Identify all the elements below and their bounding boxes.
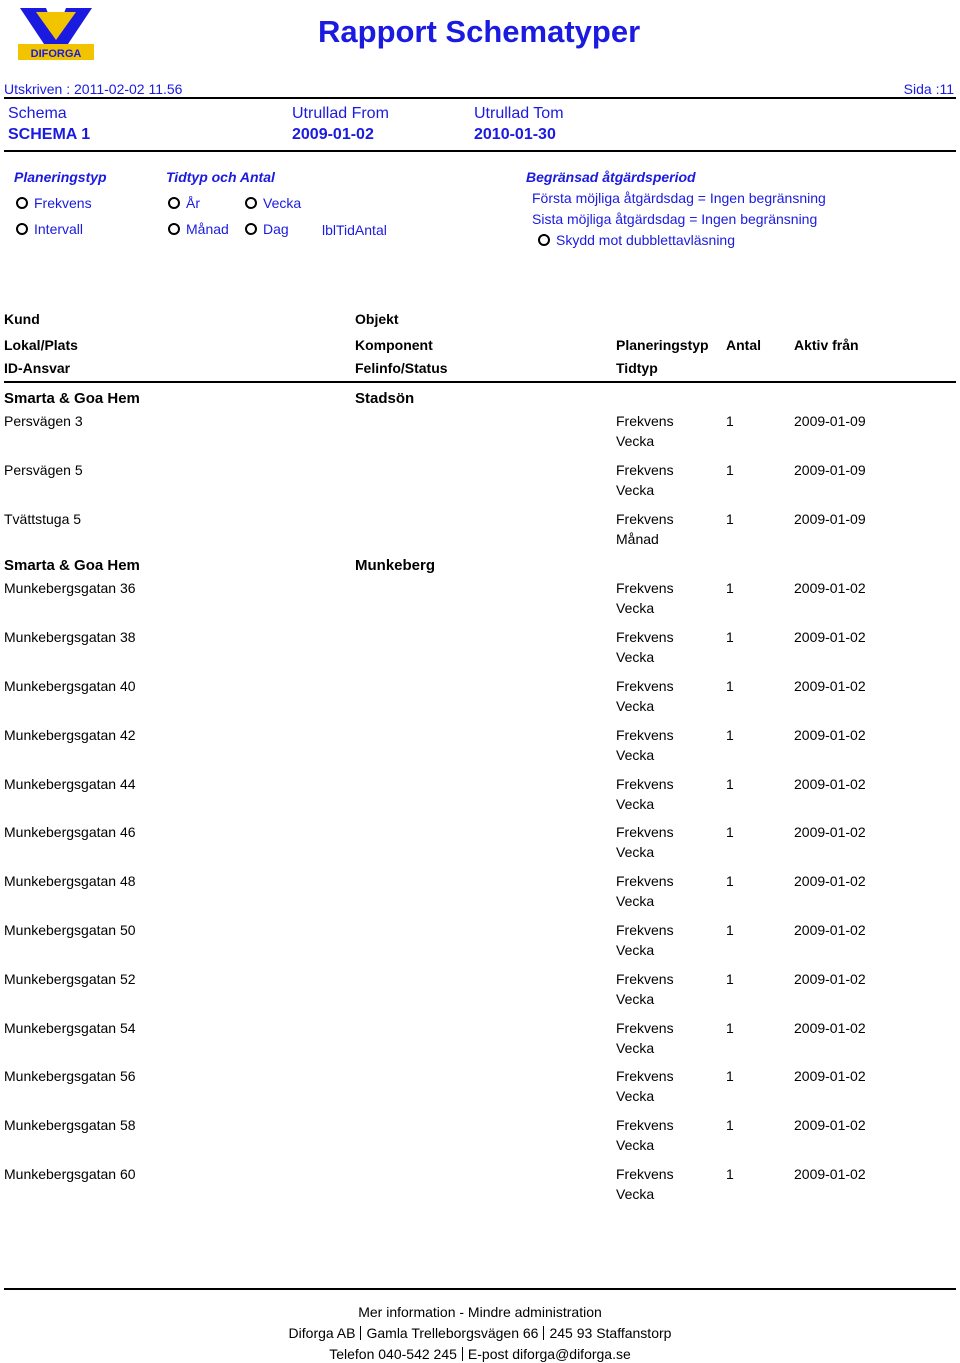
row-antal: 1 — [726, 413, 734, 429]
row-lokal: Tvättstuga 5 — [4, 510, 82, 527]
row-tidtyp: Vecka — [616, 481, 655, 498]
row-planeringstyp: Frekvens — [616, 1019, 674, 1036]
timetype-label: Tidtyp och Antal — [166, 169, 275, 185]
col-objekt: Objekt — [355, 311, 399, 327]
schema-label: Schema — [8, 105, 67, 122]
col-komponent: Komponent — [355, 337, 433, 353]
row-antal: 1 — [726, 580, 734, 597]
col-kund: Kund — [4, 311, 40, 327]
row-planeringstyp: Frekvens — [616, 970, 674, 987]
row-planeringstyp: Frekvens — [616, 510, 674, 527]
row-lokal: Munkebergsgatan 40 — [4, 678, 136, 694]
row-aktiv-fran: 2009-01-02 — [794, 1166, 866, 1182]
radio-icon — [538, 234, 550, 246]
row-tidtyp: Vecka — [616, 942, 655, 958]
row-planeringstyp: Frekvens — [616, 726, 674, 743]
row-lokal: Munkebergsgatan 44 — [4, 775, 136, 792]
timetype-option-dag: Dag — [245, 221, 289, 237]
footer-email: E-post diforga@diforga.se — [467, 1346, 631, 1362]
row-tidtyp: Vecka — [616, 990, 655, 1007]
row-antal: 1 — [726, 1117, 734, 1134]
footer-phone: Telefon 040-542 245 — [329, 1346, 457, 1362]
row-tidtyp: Vecka — [616, 1186, 655, 1202]
row-antal: 1 — [726, 461, 734, 478]
period-label: Begränsad åtgärdsperiod — [526, 169, 696, 185]
row-lokal: Munkebergsgatan 60 — [4, 1166, 136, 1182]
col-tidtyp: Tidtyp — [616, 360, 658, 376]
row-tidtyp: Vecka — [616, 1137, 655, 1154]
row-planeringstyp: Frekvens — [616, 461, 674, 478]
row-antal: 1 — [726, 922, 734, 938]
timetype-option-ar: År — [168, 195, 200, 211]
row-antal: 1 — [726, 510, 734, 527]
timetype-option-manad: Månad — [168, 221, 229, 237]
report-title: Rapport Schematyper — [318, 14, 641, 49]
row-planeringstyp: Frekvens — [616, 1166, 674, 1182]
row-aktiv-fran: 2009-01-02 — [794, 824, 866, 841]
row-aktiv-fran: 2009-01-02 — [794, 1068, 866, 1085]
group-objekt: Munkeberg — [355, 557, 436, 575]
protect-option: Skydd mot dubblettavläsning — [538, 232, 735, 248]
footer-street: Gamla Trelleborgsvägen 66 — [366, 1325, 539, 1341]
row-tidtyp: Månad — [616, 530, 659, 547]
row-lokal: Persvägen 5 — [4, 461, 83, 478]
row-aktiv-fran: 2009-01-02 — [794, 1117, 866, 1134]
row-aktiv-fran: 2009-01-09 — [794, 510, 866, 527]
row-lokal: Munkebergsgatan 58 — [4, 1117, 136, 1134]
radio-icon — [168, 223, 180, 235]
row-planeringstyp: Frekvens — [616, 1068, 674, 1085]
row-aktiv-fran: 2009-01-09 — [794, 461, 866, 478]
planning-option-frekvens: Frekvens — [16, 195, 92, 211]
row-antal: 1 — [726, 775, 734, 792]
footer-divider — [4, 1288, 956, 1290]
row-tidtyp: Vecka — [616, 600, 655, 617]
row-tidtyp: Vecka — [616, 433, 655, 449]
row-aktiv-fran: 2009-01-02 — [794, 970, 866, 987]
time-count-label: lblTidAntal — [322, 222, 387, 238]
col-antal: Antal — [726, 337, 761, 353]
row-planeringstyp: Frekvens — [616, 775, 674, 792]
planning-label: Planeringstyp — [14, 169, 107, 185]
row-aktiv-fran: 2009-01-09 — [794, 413, 866, 429]
footer-contact — [0, 1346, 960, 1362]
row-aktiv-fran: 2009-01-02 — [794, 580, 866, 597]
planning-option-intervall: Intervall — [16, 221, 83, 237]
row-antal: 1 — [726, 678, 734, 694]
row-lokal: Munkebergsgatan 46 — [4, 824, 136, 841]
row-aktiv-fran: 2009-01-02 — [794, 873, 866, 890]
row-tidtyp: Vecka — [616, 844, 655, 861]
svg-text:DIFORGA: DIFORGA — [30, 48, 82, 60]
row-planeringstyp: Frekvens — [616, 824, 674, 841]
row-antal: 1 — [726, 726, 734, 743]
row-lokal: Munkebergsgatan 56 — [4, 1068, 136, 1085]
footer-tagline: Mer information - Mindre administration — [358, 1304, 602, 1320]
timetype-option-vecka: Vecka — [245, 195, 301, 211]
row-planeringstyp: Frekvens — [616, 1117, 674, 1134]
row-tidtyp: Vecka — [616, 746, 655, 763]
radio-icon — [16, 223, 28, 235]
radio-icon — [245, 197, 257, 209]
row-antal: 1 — [726, 873, 734, 890]
page-number: Sida :11 — [903, 81, 954, 97]
row-aktiv-fran: 2009-01-02 — [794, 922, 866, 938]
row-aktiv-fran: 2009-01-02 — [794, 678, 866, 694]
col-felinfo: Felinfo/Status — [355, 360, 448, 376]
from-value: 2009-01-02 — [292, 126, 374, 143]
row-lokal: Munkebergsgatan 54 — [4, 1019, 136, 1036]
header-divider-2 — [4, 150, 956, 152]
period-first: Första möjliga åtgärdsdag = Ingen begränsning — [532, 190, 826, 206]
row-antal: 1 — [726, 824, 734, 841]
row-tidtyp: Vecka — [616, 1039, 655, 1056]
row-planeringstyp: Frekvens — [616, 922, 674, 938]
columns-divider — [4, 381, 956, 383]
row-aktiv-fran: 2009-01-02 — [794, 1019, 866, 1036]
row-lokal: Munkebergsgatan 52 — [4, 970, 136, 987]
row-tidtyp: Vecka — [616, 649, 655, 666]
to-label: Utrullad Tom — [474, 105, 564, 122]
row-lokal: Munkebergsgatan 48 — [4, 873, 136, 890]
row-planeringstyp: Frekvens — [616, 678, 674, 694]
from-label: Utrullad From — [292, 105, 389, 122]
col-idansvar: ID-Ansvar — [4, 360, 71, 376]
row-lokal: Munkebergsgatan 38 — [4, 629, 136, 646]
group-objekt: Stadsön — [355, 390, 415, 407]
row-lokal: Munkebergsgatan 50 — [4, 922, 136, 938]
footer-address — [0, 1325, 960, 1341]
col-lokal: Lokal/Plats — [4, 337, 78, 353]
row-antal: 1 — [726, 1019, 734, 1036]
row-antal: 1 — [726, 1068, 734, 1085]
row-aktiv-fran: 2009-01-02 — [794, 629, 866, 646]
radio-icon — [16, 197, 28, 209]
row-tidtyp: Vecka — [616, 795, 655, 812]
row-lokal: Munkebergsgatan 42 — [4, 726, 136, 743]
row-antal: 1 — [726, 970, 734, 987]
printed-timestamp: Utskriven : 2011-02-02 11.56 — [4, 81, 183, 97]
row-planeringstyp: Frekvens — [616, 413, 674, 429]
footer-city: 245 93 Staffanstorp — [549, 1325, 672, 1341]
radio-icon — [245, 223, 257, 235]
row-planeringstyp: Frekvens — [616, 873, 674, 890]
row-planeringstyp: Frekvens — [616, 629, 674, 646]
group-kund: Smarta & Goa Hem — [4, 557, 140, 575]
to-value: 2010-01-30 — [474, 126, 556, 143]
row-planeringstyp: Frekvens — [616, 580, 674, 597]
footer-company: Diforga AB — [288, 1325, 356, 1341]
row-tidtyp: Vecka — [616, 893, 655, 910]
row-aktiv-fran: 2009-01-02 — [794, 726, 866, 743]
col-planeringstyp: Planeringstyp — [616, 337, 709, 353]
diforga-logo — [16, 4, 96, 66]
header-divider — [4, 97, 956, 99]
row-tidtyp: Vecka — [616, 698, 655, 714]
row-aktiv-fran: 2009-01-02 — [794, 775, 866, 792]
row-tidtyp: Vecka — [616, 1088, 655, 1105]
col-aktiv: Aktiv från — [794, 337, 859, 353]
period-last: Sista möjliga åtgärdsdag = Ingen begränsning — [532, 211, 818, 227]
row-lokal: Munkebergsgatan 36 — [4, 580, 136, 597]
radio-icon — [168, 197, 180, 209]
row-antal: 1 — [726, 629, 734, 646]
schema-value: SCHEMA 1 — [8, 126, 91, 143]
row-antal: 1 — [726, 1166, 734, 1182]
row-lokal: Persvägen 3 — [4, 413, 83, 429]
group-kund: Smarta & Goa Hem — [4, 390, 140, 407]
